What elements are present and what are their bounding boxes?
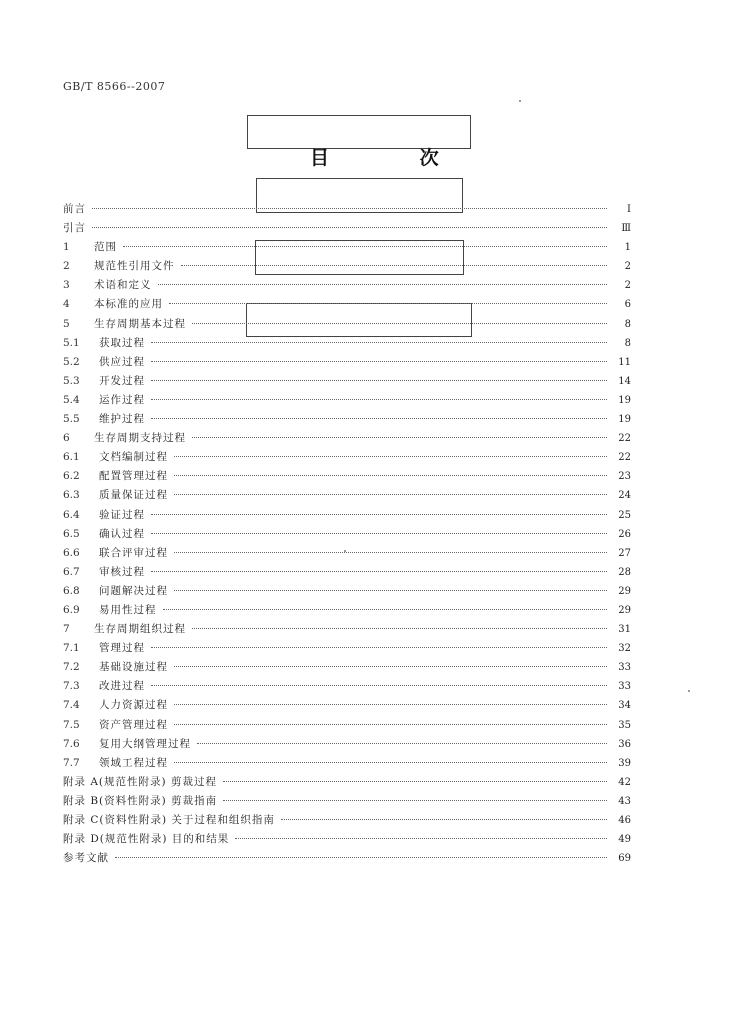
toc-entry-number: 6.6: [63, 546, 80, 559]
toc-entry-page: 39: [618, 757, 631, 769]
toc-entry-title: 附录 A(规范性附录) 剪裁过程: [63, 775, 217, 788]
toc-entry[interactable]: [63, 621, 631, 640]
toc-entry-number: 7.7: [63, 756, 80, 769]
dot-leader: [174, 762, 607, 763]
toc-entry-page: 36: [618, 738, 631, 750]
toc-entry[interactable]: [63, 717, 631, 736]
toc-entry-page: I: [627, 204, 631, 215]
toc-entry-title: 人力资源过程: [99, 699, 168, 712]
toc-entry-page: 35: [618, 719, 631, 731]
toc-entry[interactable]: [63, 220, 631, 239]
toc-entry-title: 基础设施过程: [99, 661, 168, 674]
toc-entry-page: 2: [624, 261, 631, 273]
toc-entry-number: 6.8: [63, 584, 80, 597]
toc-entry-page: 8: [624, 318, 631, 330]
dot-leader: [181, 265, 608, 266]
toc-entry-number: 7.5: [63, 718, 80, 731]
dot-leader: [92, 227, 607, 228]
toc-entry-page: 42: [618, 776, 631, 788]
toc-entry-title: 复用大纲管理过程: [99, 737, 191, 750]
toc-entry-title: 管理过程: [99, 642, 145, 655]
toc-entry-number: 6.4: [63, 508, 80, 521]
toc-entry-page: 6: [624, 299, 631, 311]
toc-entry-title: 改进过程: [99, 680, 145, 693]
toc-entry-title: 维护过程: [99, 413, 145, 426]
toc-entry-page: 33: [618, 662, 631, 674]
toc-entry-title: 前言: [63, 203, 86, 215]
toc-entry[interactable]: [63, 583, 631, 602]
toc-entry-title: 生存周期基本过程: [94, 317, 186, 330]
toc-entry-title: 问题解决过程: [99, 584, 168, 597]
toc-entry-page: 32: [618, 643, 631, 655]
toc-entry-title: 供应过程: [99, 355, 145, 368]
toc-entry-page: 14: [618, 375, 631, 387]
toc-entry-page: 11: [618, 356, 631, 368]
dot-leader: [174, 724, 607, 725]
toc-entry-number: 7.1: [63, 642, 80, 655]
toc-entry-number: 6.9: [63, 603, 80, 616]
dot-leader: [151, 361, 607, 362]
toc-entry-page: 23: [618, 471, 631, 483]
toc-entry-number: 6: [63, 432, 70, 445]
toc-entry[interactable]: [63, 468, 631, 487]
toc-entry-title: 规范性引用文件: [94, 260, 175, 273]
toc-entry-page: 29: [618, 585, 631, 597]
toc-entry-page: 43: [618, 795, 631, 807]
toc-entry[interactable]: [63, 373, 631, 392]
dot-leader: [192, 323, 607, 324]
dot-leader: [151, 418, 607, 419]
toc-entry[interactable]: [63, 296, 631, 315]
dot-leader: [174, 475, 607, 476]
toc-entry[interactable]: [63, 736, 631, 755]
dot-leader: [151, 571, 607, 572]
toc-entry-page: 34: [618, 700, 631, 712]
toc-entry-page: 19: [618, 394, 631, 406]
toc-entry-page: 49: [618, 834, 631, 846]
dot-leader: [115, 857, 607, 858]
toc-entry[interactable]: [63, 659, 631, 678]
toc-entry-title: 附录 D(规范性附录) 目的和结果: [63, 833, 230, 846]
toc-entry[interactable]: [63, 850, 631, 869]
toc-entry-page: 25: [618, 509, 631, 521]
dot-leader: [223, 800, 607, 801]
toc-entry-page: 24: [618, 490, 631, 502]
dot-leader: [174, 704, 607, 705]
dot-leader: [151, 342, 607, 343]
toc-entry-number: 7.2: [63, 661, 80, 674]
table-of-contents: [63, 201, 631, 869]
toc-entry[interactable]: [63, 201, 631, 220]
toc-entry[interactable]: [63, 449, 631, 468]
toc-entry-page: 69: [618, 853, 631, 865]
dot-leader: [192, 628, 607, 629]
dot-leader: [151, 533, 607, 534]
toc-entry-title: 附录 B(资料性附录) 剪裁指南: [63, 794, 218, 807]
dot-leader: [192, 437, 607, 438]
toc-entry[interactable]: [63, 678, 631, 697]
toc-entry[interactable]: [63, 697, 631, 716]
toc-entry-number: 6.5: [63, 527, 80, 540]
toc-entry-number: 6.3: [63, 489, 80, 502]
toc-entry[interactable]: [63, 564, 631, 583]
toc-entry[interactable]: [63, 793, 631, 812]
toc-entry-title: 获取过程: [99, 336, 145, 349]
dot-leader: [151, 380, 607, 381]
toc-entry[interactable]: [63, 335, 631, 354]
scan-speck: [519, 100, 521, 102]
dot-leader: [174, 666, 607, 667]
toc-entry-number: 6.7: [63, 565, 80, 578]
toc-entry-title: 开发过程: [99, 374, 145, 387]
toc-entry-title: 配置管理过程: [99, 470, 168, 483]
toc-entry-page: 27: [618, 547, 631, 559]
dot-leader: [174, 456, 607, 457]
toc-entry-page: Ⅲ: [621, 223, 631, 235]
dot-leader: [92, 208, 607, 209]
toc-entry[interactable]: [63, 239, 631, 258]
toc-entry[interactable]: [63, 354, 631, 373]
toc-entry-title: 领域工程过程: [99, 756, 168, 769]
toc-entry-number: 7: [63, 623, 70, 636]
toc-entry-number: 6.2: [63, 470, 80, 483]
toc-entry-number: 3: [63, 279, 70, 292]
toc-entry-title: 资产管理过程: [99, 718, 168, 731]
toc-entry-title: 审核过程: [99, 565, 145, 578]
toc-entry-title: 联合评审过程: [99, 546, 168, 559]
toc-entry-title: 术语和定义: [94, 279, 152, 292]
toc-entry[interactable]: [63, 526, 631, 545]
dot-leader: [223, 781, 607, 782]
toc-entry-title: 引言: [63, 222, 86, 235]
dot-leader: [151, 514, 607, 515]
toc-entry[interactable]: [63, 487, 631, 506]
dot-leader: [174, 552, 607, 553]
scan-speck: [344, 550, 346, 552]
toc-entry-title: 易用性过程: [99, 603, 157, 616]
toc-entry-title: 文档编制过程: [99, 451, 168, 464]
dot-leader: [158, 284, 608, 285]
dot-leader: [197, 743, 607, 744]
toc-entry-number: 5.5: [63, 413, 80, 426]
dot-leader: [151, 399, 607, 400]
toc-entry[interactable]: [63, 602, 631, 621]
toc-entry[interactable]: [63, 392, 631, 411]
toc-entry[interactable]: [63, 774, 631, 793]
toc-entry[interactable]: [63, 430, 631, 449]
toc-entry[interactable]: [63, 545, 631, 564]
toc-entry-number: 5.4: [63, 393, 80, 406]
toc-entry[interactable]: [63, 640, 631, 659]
toc-entry-number: 4: [63, 298, 70, 311]
toc-entry-number: 5.3: [63, 374, 80, 387]
dot-leader: [123, 246, 607, 247]
toc-entry-page: 31: [618, 624, 631, 636]
toc-entry-number: 5: [63, 317, 70, 330]
toc-entry-page: 33: [618, 681, 631, 693]
toc-entry-title: 质量保证过程: [99, 489, 168, 502]
toc-entry-page: 2: [624, 280, 631, 292]
dot-leader: [151, 647, 607, 648]
toc-entry[interactable]: [63, 411, 631, 430]
toc-entry-number: 6.1: [63, 451, 80, 464]
toc-entry[interactable]: [63, 277, 631, 296]
toc-entry-title: 生存周期支持过程: [94, 432, 186, 445]
toc-entry-number: 5.1: [63, 336, 80, 349]
dot-leader: [169, 303, 607, 304]
toc-entry-page: 26: [618, 528, 631, 540]
toc-entry-page: 28: [618, 566, 631, 578]
toc-entry-title: 运作过程: [99, 393, 145, 406]
toc-entry-page: 19: [618, 414, 631, 426]
toc-entry-number: 7.6: [63, 737, 80, 750]
toc-entry-title: 参考文献: [63, 852, 109, 865]
dot-leader: [235, 838, 607, 839]
toc-entry-title: 验证过程: [99, 508, 145, 521]
dot-leader: [281, 819, 607, 820]
toc-entry[interactable]: [63, 507, 631, 526]
standard-code: GB/T 8566--2007: [63, 80, 166, 93]
toc-entry-page: 1: [624, 242, 631, 254]
toc-entry-page: 29: [618, 604, 631, 616]
toc-entry[interactable]: [63, 831, 631, 850]
toc-entry-title: 确认过程: [99, 527, 145, 540]
toc-entry-number: 2: [63, 260, 70, 273]
scan-speck: [688, 690, 690, 692]
toc-entry-title: 生存周期组织过程: [94, 623, 186, 636]
toc-entry[interactable]: [63, 812, 631, 831]
toc-entry-page: 46: [618, 815, 631, 826]
toc-entry-page: 8: [624, 337, 631, 349]
toc-entry-number: 5.2: [63, 355, 80, 368]
toc-entry-number: 7.3: [63, 680, 80, 693]
toc-entry-page: 22: [618, 433, 631, 445]
toc-entry-number: 7.4: [63, 699, 80, 712]
toc-entry-page: 22: [618, 452, 631, 464]
toc-entry-number: 1: [63, 241, 70, 254]
toc-entry-title: 范围: [94, 241, 117, 254]
toc-entry-title: 本标准的应用: [94, 298, 163, 311]
dot-leader: [151, 685, 607, 686]
toc-entry-title: 附录 C(资料性附录) 关于过程和组织指南: [63, 814, 275, 826]
toc-entry[interactable]: [63, 258, 631, 277]
toc-entry[interactable]: [63, 755, 631, 774]
dot-leader: [163, 609, 608, 610]
page-title: 目 次: [310, 147, 481, 169]
toc-entry[interactable]: [63, 316, 631, 335]
dot-leader: [174, 590, 607, 591]
dot-leader: [174, 494, 607, 495]
